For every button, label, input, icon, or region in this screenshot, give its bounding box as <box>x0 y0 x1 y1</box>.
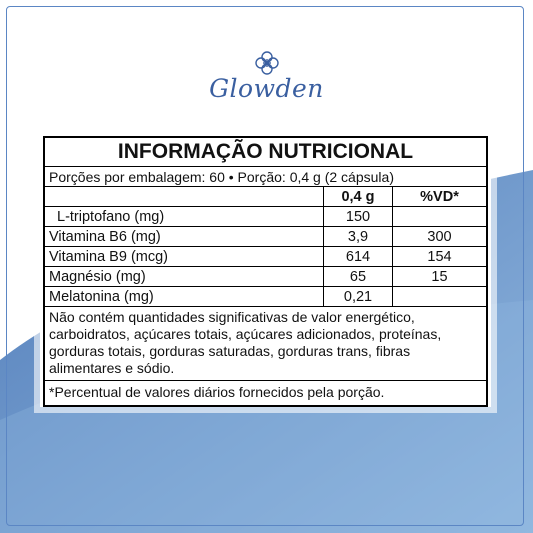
header-vd: %VD* <box>393 187 488 207</box>
table-header-row <box>44 187 487 207</box>
nutrient-vd: 300 <box>393 227 488 247</box>
nutrient-name: Vitamina B9 (mcg) <box>44 247 324 267</box>
nutrient-name: Vitamina B6 (mg) <box>44 227 324 247</box>
portions-line: Porções por embalagem: 60 • Porção: 0,4 g (2 cápsula) <box>44 167 487 187</box>
brand-logo <box>0 50 533 103</box>
table-title: INFORMAÇÃO NUTRICIONAL <box>44 137 487 167</box>
footnote: *Percentual de valores diários fornecidos pela porção. <box>44 381 487 407</box>
header-blank <box>44 187 324 207</box>
nutrient-name: Melatonina (mg) <box>44 287 324 307</box>
table-row <box>44 267 487 287</box>
header-portion: 0,4 g <box>324 187 393 207</box>
nutrient-name: Magnésio (mg) <box>44 267 324 287</box>
cross-flower-logo-icon <box>254 50 280 76</box>
table-row <box>44 227 487 247</box>
nutrient-vd <box>393 207 488 227</box>
nutrient-vd: 15 <box>393 267 488 287</box>
table-row <box>44 207 487 227</box>
table-row <box>44 247 487 267</box>
nutrient-value: 65 <box>324 267 393 287</box>
nutrient-value: 0,21 <box>324 287 393 307</box>
nutrient-value: 150 <box>324 207 393 227</box>
nutrition-facts-table <box>43 136 488 407</box>
nutrient-vd: 154 <box>393 247 488 267</box>
table-row <box>44 287 487 307</box>
brand-name: Glowden <box>209 74 324 103</box>
nutrient-name: L-triptofano (mg) <box>44 207 324 227</box>
nutrient-value: 3,9 <box>324 227 393 247</box>
nutrient-vd <box>393 287 488 307</box>
nutrient-value: 614 <box>324 247 393 267</box>
insignificant-note: Não contém quantidades significativas de valor energético, carboidratos, açúcares totais, açúcares adicionados, proteínas, gorduras totais, gorduras saturadas, gorduras trans, fibras alimentares e sódio. <box>44 307 487 381</box>
